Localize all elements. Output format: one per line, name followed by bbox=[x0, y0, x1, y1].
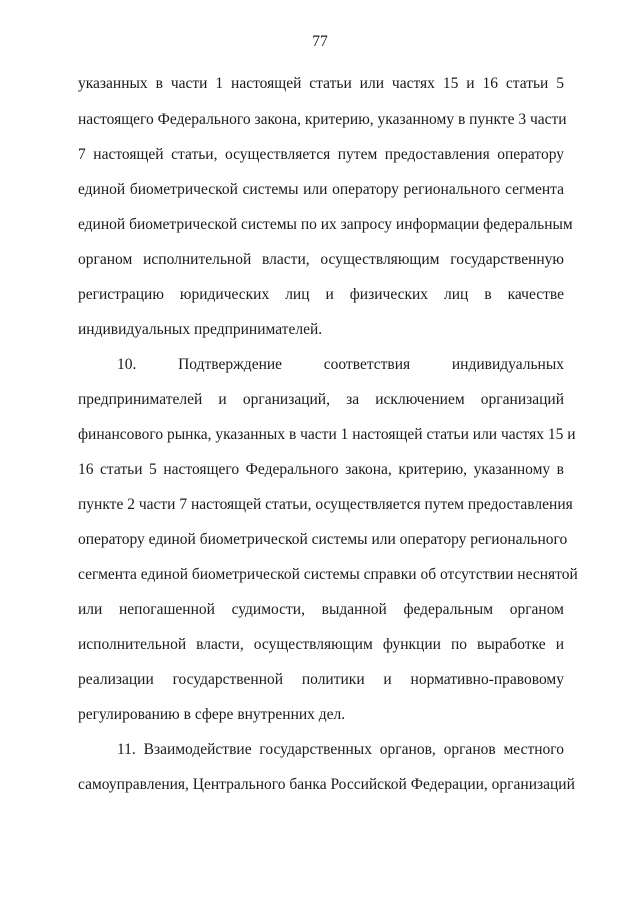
text-line: сегмента единой биометрической системы справки об отсутствии неснятой bbox=[78, 566, 578, 583]
text-line: или непогашенной судимости, выданной федеральным органом bbox=[78, 601, 564, 618]
text-line: реализации государственной политики и нормативно-правовому bbox=[78, 671, 564, 688]
text-line: 16 статьи 5 настоящего Федерального закона, критерию, указанному в bbox=[78, 461, 564, 478]
text-line: пункте 2 части 7 настоящей статьи, осуществляется путем предоставления bbox=[78, 496, 573, 513]
text-line: предпринимателей и организаций, за исключением организаций bbox=[78, 391, 564, 408]
text-line: регулированию в сфере внутренних дел. bbox=[78, 706, 346, 723]
text-line: 10. Подтверждение соответствия индивидуальных bbox=[117, 356, 564, 373]
text-line: настоящего Федерального закона, критерию, указанному в пункте 3 части bbox=[78, 111, 567, 128]
text-line: единой биометрической системы по их запросу информации федеральным bbox=[78, 216, 573, 233]
text-line: оператору единой биометрической системы или оператору регионального bbox=[78, 531, 568, 548]
text-line: 11. Взаимодействие государственных органов, органов местного bbox=[117, 741, 564, 758]
text-line: самоуправления, Центрального банка Российской Федерации, организаций bbox=[78, 776, 575, 793]
text-line: указанных в части 1 настоящей статьи или частях 15 и 16 статьи 5 bbox=[78, 75, 564, 92]
text-line: регистрацию юридических лиц и физических лиц в качестве bbox=[78, 286, 564, 303]
text-line: индивидуальных предпринимателей. bbox=[78, 321, 323, 338]
text-line: 7 настоящей статьи, осуществляется путем предоставления оператору bbox=[78, 146, 564, 163]
text-line: финансового рынка, указанных в части 1 настоящей статьи или частях 15 и bbox=[78, 426, 576, 443]
page-number: 77 bbox=[312, 33, 328, 50]
text-line: исполнительной власти, осуществляющим функции по выработке и bbox=[78, 636, 564, 653]
text-line: единой биометрической системы или оператору регионального сегмента bbox=[78, 181, 564, 198]
text-line: органом исполнительной власти, осуществляющим государственную bbox=[78, 251, 564, 268]
